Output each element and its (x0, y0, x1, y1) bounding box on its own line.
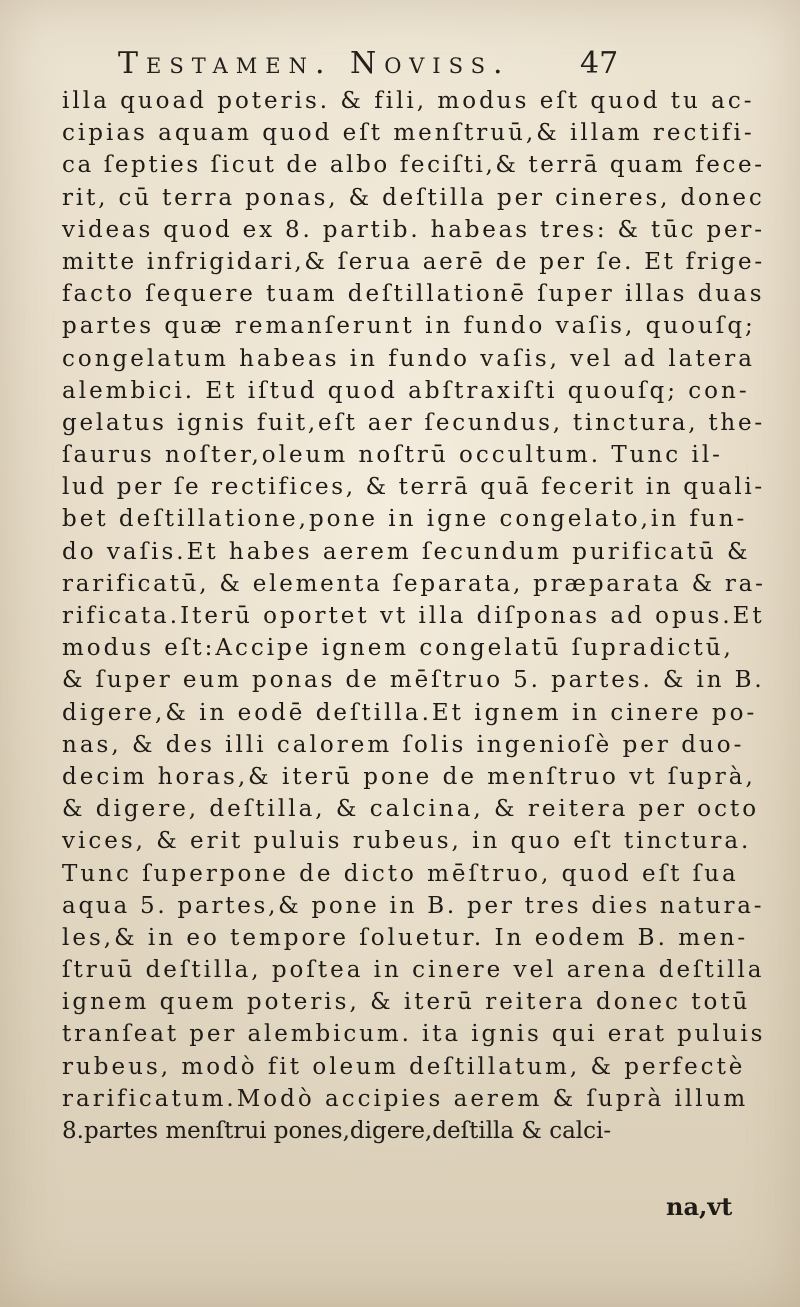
text-line: ſtruū deſtilla, poſtea in cinere vel arena deſtilla (62, 957, 765, 984)
text-line: bet deſtillatione,pone in igne congelato,in fun- (62, 506, 748, 533)
page-number: 47 (580, 46, 619, 81)
text-line: facto ſequere tuam deſtillationē ſuper illas duas (62, 281, 765, 308)
text-line: ca ſepties ſicut de albo feciſti,& terrā quam fece- (62, 152, 765, 179)
text-line: rarificatum.Modò accipies aerem & ſuprà illum (62, 1085, 749, 1112)
text-line: congelatum habeas in fundo vaſis, vel ad latera (62, 345, 755, 372)
text-line: decim horas,& iterū pone de menſtruo vt ſuprà, (62, 763, 756, 790)
text-line: partes quæ remanſerunt in fundo vaſis, quouſq; (62, 313, 756, 340)
text-line: digere,& in eodē deſtilla.Et ignem in cinere po- (62, 699, 758, 726)
text-line: ignem quem poteris, & iterū reitera donec totū (62, 989, 751, 1016)
text-line: aqua 5. partes,& pone in B. per tres dies natura- (62, 892, 765, 919)
text-line: do vaſis.Et habes aerem ſecundum purificatū & (62, 538, 751, 565)
text-line: cipias aquam quod eſt menſtruū,& illam rectifi- (62, 120, 755, 147)
text-line: mitte infrigidari,& ſerua aerē de per ſe. Et frige- (62, 248, 765, 275)
running-head: Testamen. Noviss. (118, 46, 511, 81)
text-line: Tunc ſuperpone de dicto mēſtruo, quod eſt ſua (62, 860, 739, 887)
text-line: rarificatū, & elementa ſeparata, præparata & ra- (62, 570, 766, 597)
text-line: alembici. Et iſtud quod abſtraxiſti quouſq; con- (62, 377, 750, 404)
text-line: rit, cū terra ponas, & deſtilla per cineres, donec (62, 184, 765, 211)
text-line: & ſuper eum ponas de mēſtruo 5. partes. & in B. (62, 667, 765, 694)
text-line: & digere, deſtilla, & calcina, & reitera per octo (62, 796, 760, 823)
text-line: illa quoad poteris. & fili, modus eſt quod tu ac- (62, 88, 755, 114)
text-line: 8.partes menſtrui pones,digere,deſtilla & calci- (62, 1118, 612, 1144)
text-line: vices, & erit puluis rubeus, in quo eſt tinctura. (62, 828, 752, 855)
text-line: nas, & des illi calorem ſolis ingenioſè per duo- (62, 731, 745, 758)
page-header (0, 46, 800, 86)
text-line: tranſeat per alembicum. ita ignis qui erat puluis (62, 1021, 766, 1048)
text-line: ſaurus noſter,oleum noſtrū occultum. Tunc il- (62, 442, 723, 469)
text-line: rificata.Iterū oportet vt illa diſponas ad opus.Et (62, 603, 765, 629)
text-line: les,& in eo tempore ſoluetur. In eodem B. men- (62, 924, 749, 951)
catchword: na,vt (666, 1192, 733, 1221)
text-line: videas quod ex 8. partib. habeas tres: & tūc per- (62, 216, 765, 243)
text-line: modus eſt:Accipe ignem congelatū ſupradictū, (62, 635, 734, 662)
body-text (62, 85, 766, 1147)
text-line: lud per ſe rectifices, & terrā quā fecerit in quali- (62, 474, 765, 501)
text-line: gelatus ignis fuit,eſt aer ſecundus, tinctura, the- (62, 409, 765, 436)
text-line: rubeus, modò fit oleum deſtillatum, & perfectè (62, 1053, 746, 1080)
